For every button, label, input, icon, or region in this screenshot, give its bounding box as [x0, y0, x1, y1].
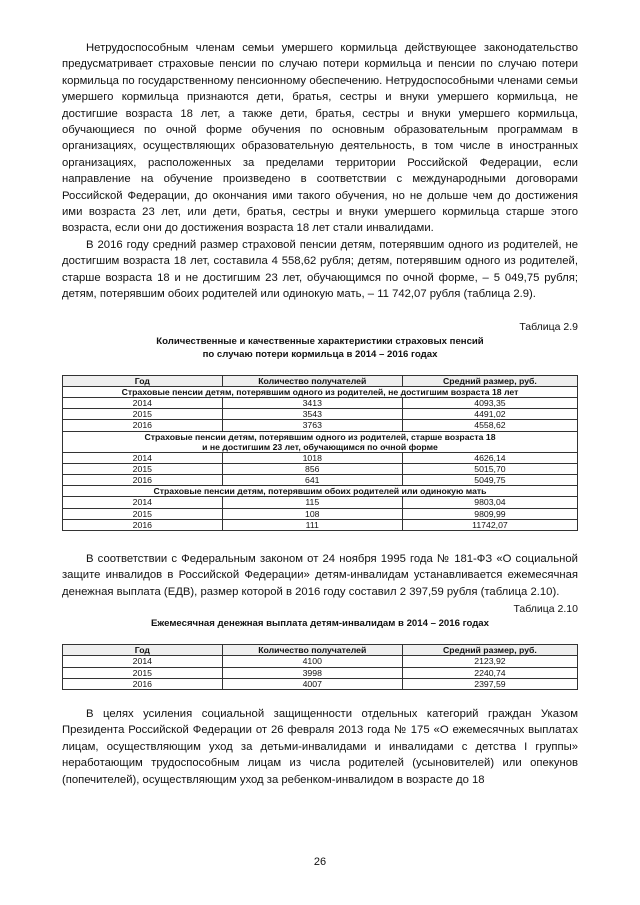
- cell-year: 2015: [63, 508, 223, 519]
- cell-year: 2016: [63, 420, 223, 431]
- table-2-9: [62, 375, 578, 531]
- cell-year: 2015: [63, 667, 223, 678]
- cell-year: 2014: [63, 656, 223, 667]
- cell-average: 4626,14: [402, 452, 577, 463]
- document-page: [62, 40, 578, 788]
- cell-year: 2014: [63, 452, 223, 463]
- table-2-9-title-line1: Количественные и качественные характеристики страховых пенсий: [156, 335, 484, 347]
- cell-average: 9809,99: [402, 508, 577, 519]
- table-row: [63, 667, 578, 678]
- table-row: [63, 463, 578, 474]
- cell-count: 111: [222, 519, 402, 530]
- cell-average: 11742,07: [402, 519, 577, 530]
- cell-average: 9803,04: [402, 497, 577, 508]
- cell-average: 5015,70: [402, 463, 577, 474]
- table-section-row: [63, 386, 578, 397]
- table-row: [63, 474, 578, 485]
- header-average: Средний размер, руб.: [402, 375, 577, 386]
- cell-count: 108: [222, 508, 402, 519]
- cell-average: 2240,74: [402, 667, 577, 678]
- cell-count: 4100: [222, 656, 402, 667]
- cell-average: 2397,59: [402, 678, 577, 689]
- cell-year: 2016: [63, 678, 223, 689]
- table-row: [63, 452, 578, 463]
- cell-average: 4558,62: [402, 420, 577, 431]
- cell-count: 3998: [222, 667, 402, 678]
- cell-average: 5049,75: [402, 474, 577, 485]
- table-section-row: [63, 431, 578, 452]
- table-2-9-title-line2: по случаю потери кормильца в 2014 – 2016 годах: [202, 348, 438, 360]
- cell-count: 641: [222, 474, 402, 485]
- section-18-to-23: [63, 431, 578, 452]
- section-both-parents: Страховые пенсии детям, потерявшим обоих родителей или одинокую мать: [63, 486, 578, 497]
- cell-year: 2016: [63, 474, 223, 485]
- header-count: Количество получателей: [222, 645, 402, 656]
- header-count: Количество получателей: [222, 375, 402, 386]
- table-row: [63, 508, 578, 519]
- cell-year: 2014: [63, 497, 223, 508]
- paragraph-4: В целях усиления социальной защищенности отдельных категорий граждан Указом Президента Российской Федерации от 26 февраля 2013 года № 175 «О ежемесячных выплатах лицам, осуществляющим уход за детьми-инвалидами и инвалидами с детства I группы» неработающим трудоспособным лицам из числа родителей (усыновителей) или опекунов (попечителей), осуществляющим уход за ребенком-инвалидом в возрасте до 18: [62, 707, 578, 786]
- table-section-row: [63, 486, 578, 497]
- table-2-10: [62, 644, 578, 690]
- table-row: [63, 420, 578, 431]
- paragraph-3: В соответствии с Федеральным законом от 24 ноября 1995 года № 181-ФЗ «О социальной защите инвалидов в Российской Федерации» детям-инвалидам устанавливается ежемесячная денежная выплата (ЕДВ), размер которой в 2016 году составил 2 397,59 рубля (таблица 2.10).: [62, 552, 578, 598]
- cell-count: 3763: [222, 420, 402, 431]
- table-2-10-title: Ежемесячная денежная выплата детям-инвалидам в 2014 – 2016 годах: [151, 618, 489, 630]
- cell-count: 1018: [222, 452, 402, 463]
- section-18-to-23-line2: и не достигшим 23 лет, обучающимся по очной форме: [202, 441, 438, 452]
- section-under-18: Страховые пенсии детям, потерявшим одного из родителей, не достигшим возраста 18 лет: [63, 386, 578, 397]
- page-number: 26: [313, 856, 327, 868]
- table-row: [63, 497, 578, 508]
- cell-count: 856: [222, 463, 402, 474]
- cell-average: 4093,35: [402, 397, 577, 408]
- table-row: [63, 519, 578, 530]
- table-header-row: [63, 375, 578, 386]
- section-18-to-23-line1: Страховые пенсии детям, потерявшим одного из родителей, старше возраста 18: [144, 431, 496, 442]
- header-average: Средний размер, руб.: [402, 645, 577, 656]
- header-year: Год: [63, 645, 223, 656]
- table-2-9-label: Таблица 2.9: [519, 320, 578, 333]
- paragraph-2: В 2016 году средний размер страховой пенсии детям, потерявшим одного из родителей, не достигшим возраста 18 лет, составила 4 558,62 рубля; детям, потерявшим одного из родителей, старше возраста 18 и не достигшим 23 лет, обучающимся по очной форме, – 5 049,75 рубля; детям, потерявшим обоих родителей или одинокую мать, – 11 742,07 рубля (таблица 2.9).: [62, 238, 578, 301]
- paragraph-1: Нетрудоспособным членам семьи умершего кормильца действующее законодательство предусматривает страховые пенсии по случаю потери кормильца и пенсии по случаю потери кормильца по государственному пенсионному обеспечению. Нетрудоспособными членами семьи умершего кормильца признаются дети, братья, сестры и внуки умершего кормильца, не достигшие возраста 18 лет, а также дети, братья, сестры и внуки умершего кормильца, обучающиеся по очной форме обучения по основным образовательным программам в организациях, осуществляющих образовательную деятельность, в том числе в иностранных организациях, расположенных за пределами территории Российской Федерации, если направление на обучение произведено в соответствии с международными договорами Российской Федерации, до окончания ими такого обучения, но не дольше чем до достижения ими возраста 23 лет, или дети, братья, сестры и внуки умершего кормильца старше этого возраста, если они до достижения возраста 18 лет стали инвалидами.: [62, 42, 578, 235]
- cell-count: 4007: [222, 678, 402, 689]
- cell-year: 2015: [63, 463, 223, 474]
- table-header-row: [63, 645, 578, 656]
- cell-count: 3543: [222, 409, 402, 420]
- table-2-10-label: Таблица 2.10: [513, 603, 578, 616]
- header-year: Год: [63, 375, 223, 386]
- table-row: [63, 397, 578, 408]
- cell-average: 4491,02: [402, 409, 577, 420]
- cell-year: 2015: [63, 409, 223, 420]
- cell-year: 2016: [63, 519, 223, 530]
- cell-average: 2123,92: [402, 656, 577, 667]
- cell-count: 3413: [222, 397, 402, 408]
- table-row: [63, 678, 578, 689]
- cell-year: 2014: [63, 397, 223, 408]
- table-row: [63, 656, 578, 667]
- table-row: [63, 409, 578, 420]
- cell-count: 115: [222, 497, 402, 508]
